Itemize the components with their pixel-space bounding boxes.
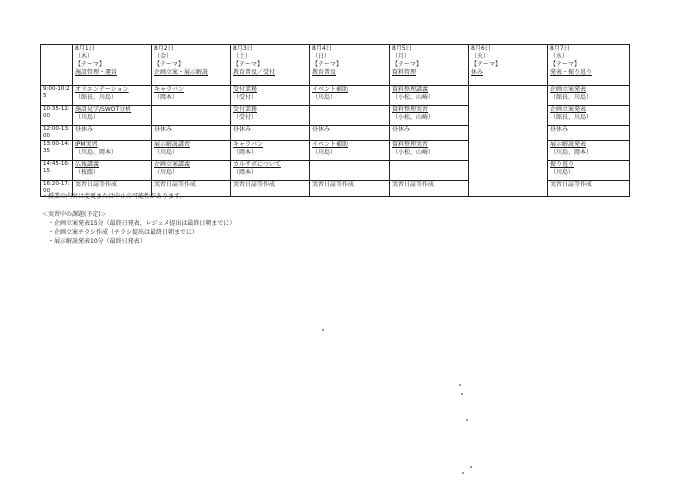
schedule-cell [310, 181, 390, 197]
session-staff: （川島） [312, 149, 337, 156]
session-staff: （川島） [312, 94, 337, 101]
schedule-cell [231, 141, 310, 161]
schedule-note: ・授業の内容は変更または中止の可能性があります。 [42, 193, 186, 200]
session-staff: （受付） [233, 114, 258, 121]
schedule-cell [231, 106, 310, 126]
session-title: 資料整理実習 [392, 141, 429, 148]
schedule-cell [152, 126, 231, 141]
schedule-cell [310, 86, 390, 106]
session-staff: （川島） [154, 169, 179, 176]
schedule-cell [73, 161, 152, 181]
session-title: 資料整理講義 [392, 86, 429, 93]
scan-speck [462, 472, 464, 474]
session-title: 施設見学/SWOT分析 [75, 106, 132, 113]
session-title: 企画立案講義 [154, 161, 191, 168]
schedule-cell [73, 86, 152, 106]
session-staff: （小松、山崎） [392, 149, 435, 156]
schedule-cell [152, 161, 231, 181]
schedule-cell [73, 126, 152, 141]
schedule-cell [231, 161, 310, 181]
schedule-cell [73, 106, 152, 126]
session-title: キャラバン [233, 141, 264, 148]
session-title: 実習日誌等作成 [392, 181, 435, 188]
session-title: 昼休み [312, 126, 331, 133]
session-title: 受付業務 [233, 86, 258, 93]
schedule-cell [310, 161, 390, 181]
schedule-cell [390, 161, 469, 181]
schedule-cell [73, 141, 152, 161]
schedule-body [41, 86, 630, 197]
schedule-cell [231, 86, 310, 106]
session-title: 振り返り [550, 161, 575, 168]
session-title: オリエンテーション [75, 86, 129, 93]
day-header: 8月1日 （木） 【テーマ】 施設管理・運営 [73, 45, 152, 86]
schedule-cell [310, 106, 390, 126]
session-title: 昼休み [550, 126, 569, 133]
session-title: 企画立案発表 [550, 86, 587, 93]
session-title: カルサボについて [233, 161, 281, 168]
time-cell: 12:00-13:00 [41, 126, 73, 141]
session-title: 実習日誌等作成 [550, 181, 593, 188]
session-staff: （川島） [75, 114, 100, 121]
scan-speck [459, 384, 461, 386]
session-title: 資料整理実習 [392, 106, 429, 113]
session-title: イベント補助 [312, 86, 349, 93]
session-title: 企画立案発表 [550, 106, 587, 113]
session-title: 昼休み [154, 126, 173, 133]
session-staff: （受付） [233, 94, 258, 101]
session-title: 受付業務 [233, 106, 258, 113]
schedule-cell [390, 106, 469, 126]
session-staff: （岡本） [233, 169, 258, 176]
session-staff: （桜蔭） [75, 169, 100, 176]
session-title: 展示解説発表 [550, 141, 587, 148]
time-cell: 9:00-10:25 [41, 86, 73, 106]
session-title: 昼休み [392, 126, 411, 133]
time-cell: 10:35-12:00 [41, 106, 73, 126]
session-staff: （館長、川島） [550, 94, 593, 101]
time-cell: 13:00-14:35 [41, 141, 73, 161]
day-header: 8月5日 （月） 【テーマ】 資料管理 [390, 45, 469, 86]
schedule-cell [548, 181, 630, 197]
session-title: 実習日誌等作成 [154, 181, 197, 188]
schedule-cell [548, 86, 630, 106]
scan-speck [470, 466, 472, 468]
schedule-cell [310, 141, 390, 161]
day-header: 8月6日 （火） 【テーマ】 休み [469, 45, 548, 86]
time-cell: 16:20-17:00 [41, 181, 73, 197]
schedule-cell [231, 181, 310, 197]
session-staff: （川島） [550, 169, 575, 176]
session-staff: （岡本） [233, 149, 258, 156]
schedule-cell [152, 106, 231, 126]
schedule-cell [548, 161, 630, 181]
session-title: IPM実習 [75, 141, 98, 148]
session-staff: （館長、川島） [550, 114, 593, 121]
schedule-cell [548, 106, 630, 126]
session-title: 実習日誌等作成 [75, 181, 118, 188]
session-title: キャラバン [154, 86, 185, 93]
session-title: 展示解説講習 [154, 141, 191, 148]
session-staff: （館長、川島） [75, 94, 118, 101]
session-title: 実習日誌等作成 [312, 181, 355, 188]
corner-cell [41, 45, 73, 86]
schedule-cell [390, 141, 469, 161]
session-title: 広報講義 [75, 161, 100, 168]
schedule-cell [152, 86, 231, 106]
session-staff: （川島） [154, 149, 179, 156]
schedule-cell [390, 181, 469, 197]
assignment-item: ・企画立案発表15分（最終日発表、レジュメ提出は最終日朝までに） [48, 220, 236, 227]
assignments-section [42, 210, 235, 246]
time-slot-row [41, 86, 630, 106]
session-title: 昼休み [233, 126, 252, 133]
assignment-item: ・展示解説発表10分（最終日発表） [48, 238, 146, 245]
assignment-item: ・企画立案チラシ作成（チラシ提出は最終日朝までに） [48, 229, 199, 236]
session-staff: （小松、山崎） [392, 114, 435, 121]
schedule-cell [548, 141, 630, 161]
session-title: 昼休み [75, 126, 94, 133]
scan-speck [466, 419, 468, 421]
schedule-cell [231, 126, 310, 141]
schedule-cell [469, 86, 548, 197]
schedule-cell [310, 126, 390, 141]
schedule-cell [152, 141, 231, 161]
schedule-cell [390, 86, 469, 106]
session-staff: （岡本） [154, 94, 179, 101]
scan-speck [322, 329, 324, 331]
day-header: 8月3日 （土） 【テーマ】 教育普及／受付 [231, 45, 310, 86]
header-row [41, 45, 630, 86]
schedule-cell [548, 126, 630, 141]
session-title: イベント補助 [312, 141, 349, 148]
scan-speck [461, 393, 463, 395]
time-cell: 14:45-16:15 [41, 161, 73, 181]
session-title: 実習日誌等作成 [233, 181, 276, 188]
session-staff: （川島、岡本） [550, 149, 593, 156]
day-header: 8月2日 （金） 【テーマ】 企画立案・展示解説 [152, 45, 231, 86]
schedule-table [40, 44, 630, 197]
schedule-cell [390, 126, 469, 141]
session-staff: （小松、山崎） [392, 94, 435, 101]
assignments-title: ＜実習中の課題(予定)＞ [42, 211, 107, 218]
session-staff: （川島、岡本） [75, 149, 118, 156]
day-header: 8月7日 （水） 【テーマ】 発表・振り返り [548, 45, 630, 86]
day-header: 8月4日 （日） 【テーマ】 教育普及 [310, 45, 390, 86]
